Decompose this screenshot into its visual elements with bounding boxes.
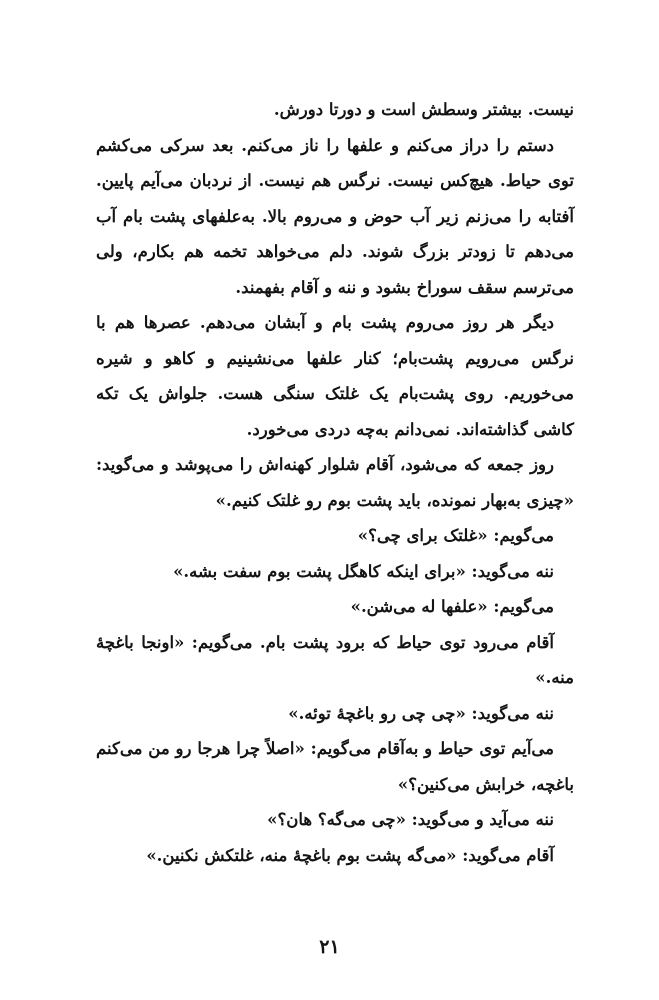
dialog-line: ننه می‌گوید: «برای اینکه کاهگل پشت بوم سفت بشه.» xyxy=(173,561,554,581)
paragraph-father-goes-to-roof: آقام می‌رود توی حیاط که برود پشت بام. می‌گویم: «اونجا باغچهٔ منه.» xyxy=(96,632,574,687)
paragraph-garden-complaint: می‌آیم توی حیاط و به‌آقام می‌گویم: «اصلاً چرا هرجا رو من می‌کنم باغچه، خرابش می‌کنین؟» xyxy=(96,739,574,794)
paragraph-daily-roof-visits: دیگر هر روز می‌روم پشت بام و آبشان می‌دهم. عصرها هم با نرگس می‌رویم پشت‌بام؛ کنار علفها می‌نشینیم و کاهو و شیره می‌خوریم. روی پشت‌بام یک غلتک سنگی هست. جلواش یک تکه کاشی گذاشته‌اند. نمی‌دانم به‌چه دردی می‌خورد. xyxy=(96,313,574,439)
book-page-text xyxy=(96,92,574,873)
paragraph-friday-roller: روز جمعه که می‌شود، آقام شلوار کهنه‌اش را می‌پوشد و می‌گوید: «چیزی به‌بهار نمونده، باید پشت بوم رو غلتک کنیم.» xyxy=(96,455,574,510)
paragraph-watering-grass: دستم را دراز می‌کنم و علفها را ناز می‌کنم. بعد سرکی می‌کشم توی حیاط. هیچ‌کس نیست. نرگس هم نیست. از نردبان می‌آیم پایین. آفتابه را می‌زنم زیر آب حوض و می‌روم بالا. به‌علفهای پشت بام آب می‌دهم تا زودتر بزرگ شوند. دلم می‌خواهد تخمه هم بکارم، ولی می‌ترسم سقف سوراخ بشود و ننه و آقام بفهمند. xyxy=(96,135,574,297)
dialog-line: ننه می‌آید و می‌گوید: «چی می‌گه؟ هان؟» xyxy=(267,810,554,829)
dialog-line: می‌گویم: «علفها له می‌شن.» xyxy=(350,597,554,616)
dialog-line: ننه می‌گوید: «چی چی رو باغچهٔ توئه.» xyxy=(288,703,554,723)
paragraph-continuation: نیست. بیشتر وسطش است و دورتا دورش. xyxy=(273,100,574,119)
dialog-line: آقام می‌گوید: «می‌گه پشت بوم باغچهٔ منه، غلتکش نکنین.» xyxy=(146,845,554,865)
dialog-line: می‌گویم: «غلتک برای چی؟» xyxy=(357,526,554,545)
page-number: ۲۱ xyxy=(319,936,340,958)
